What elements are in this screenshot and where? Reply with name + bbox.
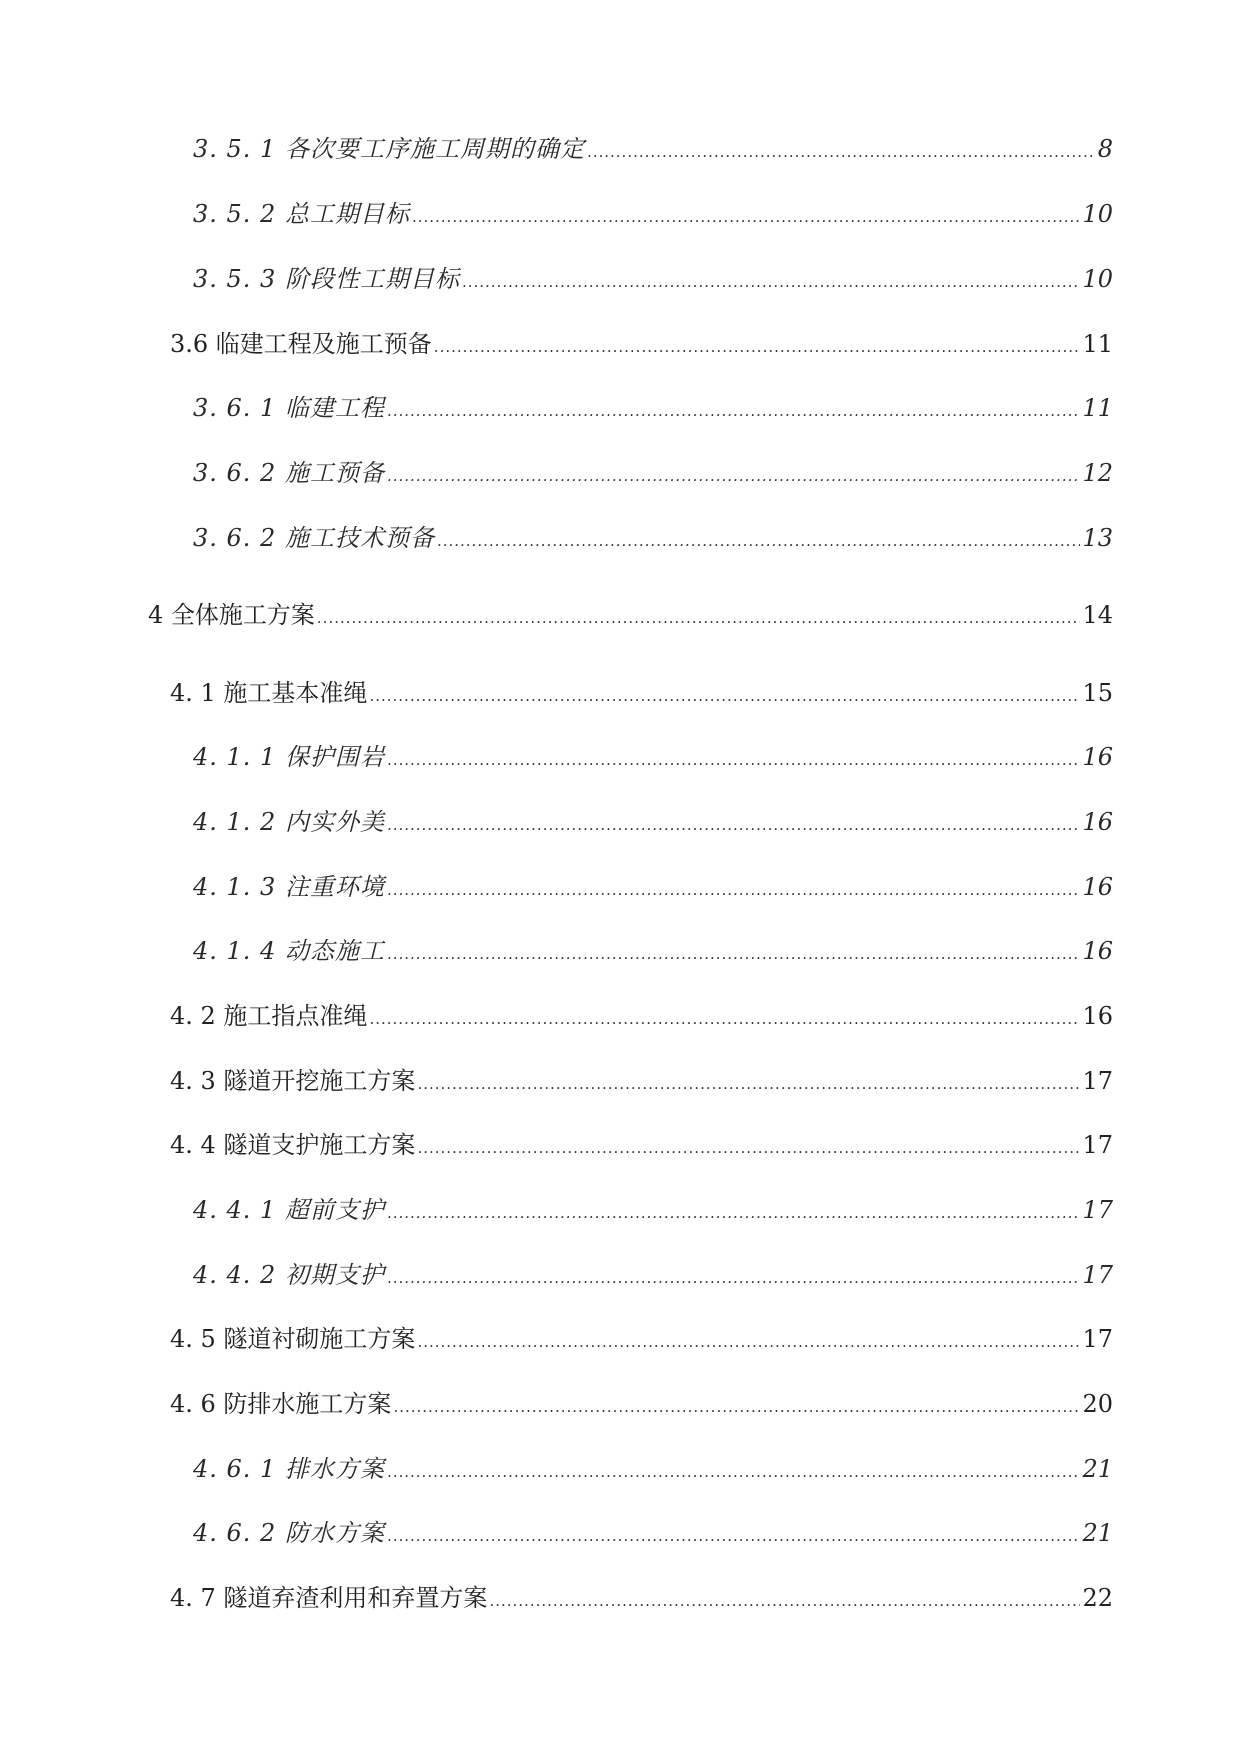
toc-entry-label: 3. 6. 2 施工技术预备 [193,524,435,552]
toc-entry-page: 17 [1082,1325,1113,1353]
toc-leader-dots [387,1518,1081,1551]
toc-entry-label: 3. 5. 1 各次要工序施工周期的确定 [193,135,585,163]
toc-entry-page: 12 [1082,459,1113,487]
toc-entry-page: 11 [1082,394,1113,422]
toc-entry-label: 4. 6 防排水施工方案 [170,1390,392,1418]
toc-entry[interactable] [193,264,1113,297]
toc-entry-label: 4. 1. 3 注重环境 [193,873,385,901]
toc-entry[interactable] [170,1001,1113,1034]
toc-entry-label: 4. 4. 2 初期支护 [193,1261,385,1289]
toc-leader-dots [412,199,1081,232]
toc-entry-page: 16 [1082,743,1113,771]
toc-entry[interactable] [193,807,1113,840]
toc-entry-page: 8 [1097,135,1113,163]
toc-entry[interactable] [170,1389,1113,1422]
toc-leader-dots [387,1195,1081,1228]
toc-leader-dots [437,523,1081,556]
toc-entry[interactable] [148,600,1113,633]
toc-entry[interactable] [170,1583,1113,1616]
toc-leader-dots [462,264,1081,297]
toc-entry-page: 17 [1082,1067,1113,1095]
toc-entry-label: 4. 5 隧道衬砌施工方案 [170,1325,416,1353]
toc-entry-label: 4. 1 施工基本准绳 [170,679,368,707]
toc-entry[interactable] [193,1260,1113,1293]
toc-leader-dots [387,936,1081,969]
toc-leader-dots [587,134,1096,167]
toc-leader-dots [387,458,1081,491]
toc-entry[interactable] [193,199,1113,232]
toc-entry-page: 14 [1082,601,1113,629]
toc-entry[interactable] [170,329,1113,362]
toc-entry-label: 4. 7 隧道弃渣利用和弃置方案 [170,1584,488,1612]
toc-leader-dots [317,600,1081,633]
toc-entry-label: 4. 1. 2 内实外美 [193,808,385,836]
toc-entry-label: 4. 6. 2 防水方案 [193,1519,385,1547]
toc-entry[interactable] [170,678,1113,711]
toc-entry-page: 13 [1082,524,1113,552]
toc-entry-page: 11 [1082,330,1113,358]
toc-leader-dots [387,742,1081,775]
toc-leader-dots [489,1583,1080,1616]
toc-leader-dots [387,1260,1081,1293]
toc-entry-page: 16 [1082,873,1113,901]
toc-leader-dots [387,393,1081,426]
toc-entry[interactable] [170,1130,1113,1163]
toc-leader-dots [369,1001,1080,1034]
toc-leader-dots [434,329,1081,362]
toc-entry-page: 20 [1082,1390,1113,1418]
toc-entry[interactable] [193,523,1113,556]
toc-entry-label: 4. 4 隧道支护施工方案 [170,1131,416,1159]
toc-entry[interactable] [193,936,1113,969]
toc-leader-dots [387,872,1081,905]
toc-entry-label: 4. 6. 1 排水方案 [193,1455,385,1483]
toc-entry-page: 22 [1082,1584,1113,1612]
toc-leader-dots [393,1389,1080,1422]
toc-leader-dots [417,1066,1080,1099]
toc-entry-page: 17 [1082,1131,1113,1159]
toc-entry[interactable] [193,393,1113,426]
toc-entry-label: 3. 5. 2 总工期目标 [193,200,410,228]
toc-entry-page: 16 [1082,808,1113,836]
toc-entry[interactable] [193,134,1113,167]
toc-entry-page: 17 [1082,1261,1113,1289]
toc-leader-dots [387,807,1081,840]
toc-leader-dots [417,1130,1080,1163]
toc-entry[interactable] [193,742,1113,775]
toc-entry-label: 4. 1. 1 保护围岩 [193,743,385,771]
toc-entry-label: 3.6 临建工程及施工预备 [170,330,432,358]
toc-entry-label: 4 全体施工方案 [148,601,315,629]
toc-entry-page: 17 [1082,1196,1113,1224]
toc-entry-label: 3. 6. 2 施工预备 [193,459,385,487]
toc-entry[interactable] [193,458,1113,491]
toc-entry-page: 16 [1082,1002,1113,1030]
toc-entry-page: 15 [1082,679,1113,707]
toc-entry[interactable] [193,1518,1113,1551]
toc-entry-label: 4. 3 隧道开挖施工方案 [170,1067,416,1095]
toc-entry-page: 10 [1082,200,1113,228]
toc-entry[interactable] [193,872,1113,905]
toc-leader-dots [387,1454,1081,1487]
toc-entry[interactable] [170,1066,1113,1099]
toc-leader-dots [369,678,1080,711]
toc-entry-label: 3. 5. 3 阶段性工期目标 [193,265,460,293]
toc-entry-label: 4. 4. 1 超前支护 [193,1196,385,1224]
toc-entry-label: 4. 2 施工指点准绳 [170,1002,368,1030]
toc-entry[interactable] [193,1454,1113,1487]
toc-entry-label: 4. 1. 4 动态施工 [193,937,385,965]
toc-entry-page: 21 [1082,1455,1113,1483]
toc-entry-page: 21 [1082,1519,1113,1547]
toc-entry[interactable] [193,1195,1113,1228]
toc-entry-page: 16 [1082,937,1113,965]
toc-leader-dots [417,1324,1080,1357]
toc-entry-page: 10 [1082,265,1113,293]
toc-entry[interactable] [170,1324,1113,1357]
toc-entry-label: 3. 6. 1 临建工程 [193,394,385,422]
